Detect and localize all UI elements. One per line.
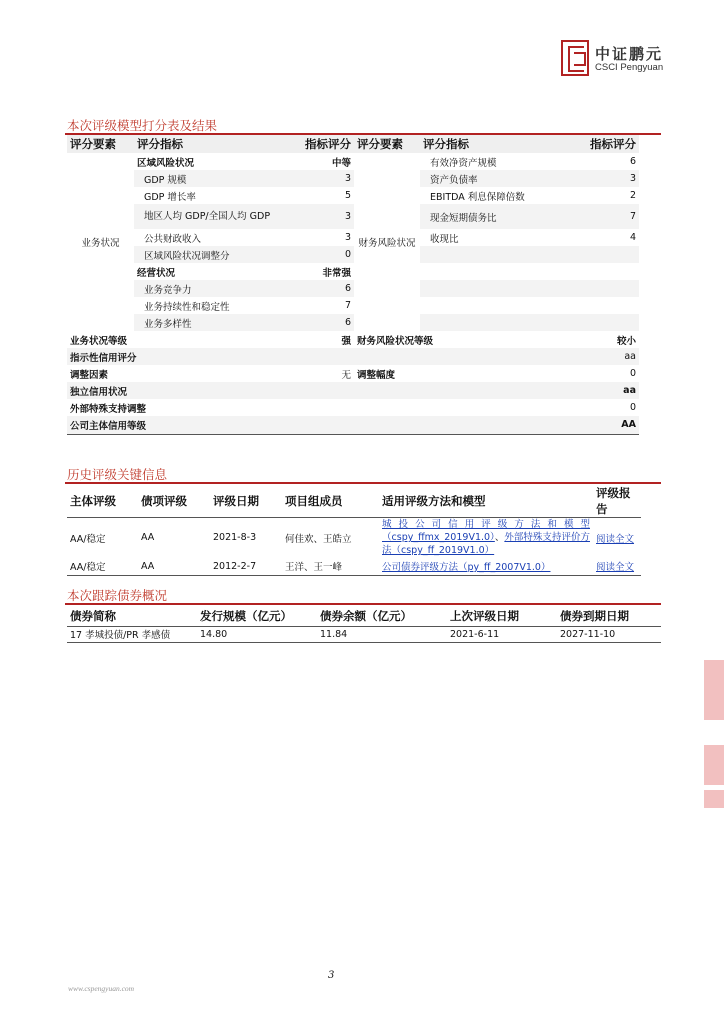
empty-cell bbox=[557, 246, 639, 263]
summary-value: aa bbox=[274, 382, 639, 399]
empty-cell bbox=[420, 246, 557, 263]
seal-stamp-mark bbox=[704, 660, 724, 720]
table-row bbox=[67, 382, 639, 399]
bond-rating: AA bbox=[141, 532, 155, 544]
table-row bbox=[67, 170, 639, 187]
summary-label: 调整因素 bbox=[70, 369, 109, 381]
logo-mark-icon bbox=[561, 40, 589, 76]
row-label: 业务持续性和稳定性 bbox=[144, 301, 230, 313]
method-link[interactable]: 外部特殊支持评价方法（cspy_ff_2019V1.0） bbox=[382, 532, 590, 557]
empty-cell bbox=[420, 263, 557, 280]
row-label: 区域风险状况 bbox=[137, 157, 195, 169]
row-score: 5 bbox=[344, 190, 351, 201]
summary-value: 无 bbox=[341, 369, 351, 381]
row-score: 3 bbox=[274, 204, 354, 229]
rating-date: 2012-2-7 bbox=[210, 558, 282, 576]
empty-cell bbox=[557, 280, 639, 297]
rating-date: 2021-8-3 bbox=[213, 532, 257, 544]
row-label: 经营状况 bbox=[137, 267, 176, 279]
row-label: 业务多样性 bbox=[134, 314, 274, 331]
table-row bbox=[67, 365, 639, 382]
maturity-date: 2027-11-10 bbox=[557, 626, 661, 642]
row-score: 6 bbox=[274, 280, 354, 297]
issuer-rating: AA/稳定 bbox=[67, 558, 138, 576]
bond-balance: 11.84 bbox=[317, 626, 447, 642]
report-cell bbox=[593, 518, 641, 558]
section1-title: 本次评级模型打分表及结果 bbox=[67, 118, 218, 133]
row-score: 中等 bbox=[331, 157, 351, 169]
empty-cell bbox=[557, 263, 639, 280]
methods-cell bbox=[379, 558, 593, 576]
seal-stamp-mark bbox=[704, 745, 724, 785]
logo-text-cn: 中证鹏元 bbox=[595, 45, 664, 63]
row-label: 地区人均 GDP/全国人均 GDP bbox=[134, 204, 274, 229]
empty-cell bbox=[557, 297, 639, 314]
col-header: 债项评级 bbox=[138, 485, 210, 518]
method-link[interactable]: 公司债券评级方法（py_ff_2007V1.0） bbox=[382, 562, 551, 574]
summary-label: 财务风险状况等级 bbox=[357, 335, 434, 347]
col-header: 债券余额（亿元） bbox=[317, 606, 447, 626]
row-score: 3 bbox=[274, 170, 354, 187]
company-logo bbox=[557, 40, 677, 80]
issue-size: 14.80 bbox=[197, 626, 317, 642]
team-members: 王洋、王一峰 bbox=[282, 558, 379, 576]
col-header: 评级日期 bbox=[210, 485, 282, 518]
bond-name: 17 孝城投债/PR 孝感债 bbox=[67, 626, 197, 642]
summary-value: AA bbox=[274, 416, 639, 434]
summary-label: 外部特殊支持调整 bbox=[70, 403, 147, 415]
table-row bbox=[67, 153, 639, 170]
table-header-row bbox=[67, 135, 639, 153]
tracked-bond-table bbox=[67, 606, 661, 643]
row-score: 3 bbox=[557, 170, 639, 187]
col-header: 指标评分 bbox=[557, 135, 639, 153]
summary-value: 强 bbox=[341, 335, 351, 347]
table-row bbox=[67, 518, 641, 558]
row-score: 3 bbox=[344, 232, 351, 243]
row-label: 资产负债率 bbox=[420, 170, 557, 187]
col-header: 评分指标 bbox=[134, 135, 274, 153]
read-full-link[interactable]: 阅读全文 bbox=[596, 533, 635, 545]
col-header: 主体评级 bbox=[67, 485, 138, 518]
row-score: 2 bbox=[629, 190, 636, 201]
table-row bbox=[67, 416, 639, 434]
summary-label: 独立信用状况 bbox=[67, 382, 274, 399]
row-score: 7 bbox=[344, 300, 351, 311]
rating-model-table bbox=[67, 135, 639, 435]
summary-value: aa bbox=[274, 348, 639, 365]
col-header: 发行规模（亿元） bbox=[197, 606, 317, 626]
row-score: 7 bbox=[557, 204, 639, 229]
logo-text-en: CSCI Pengyuan bbox=[595, 62, 664, 73]
row-label: 业务竞争力 bbox=[134, 280, 274, 297]
row-label: GDP 规模 bbox=[134, 170, 274, 187]
methods-cell bbox=[379, 518, 593, 558]
row-label: 区域风险状况调整分 bbox=[134, 246, 274, 263]
col-header: 评分指标 bbox=[420, 135, 557, 153]
row-label: GDP 增长率 bbox=[144, 191, 196, 203]
table-row bbox=[67, 187, 639, 204]
summary-label: 指示性信用评分 bbox=[67, 348, 274, 365]
col-header: 指标评分 bbox=[274, 135, 354, 153]
row-label: 收现比 bbox=[430, 233, 459, 245]
col-header: 上次评级日期 bbox=[447, 606, 557, 626]
summary-label: 公司主体信用等级 bbox=[67, 416, 274, 434]
row-score: 6 bbox=[629, 156, 636, 167]
section3-title: 本次跟踪债券概况 bbox=[67, 588, 168, 603]
table-row bbox=[67, 626, 661, 642]
table-row bbox=[67, 558, 641, 576]
col-header: 债券到期日期 bbox=[557, 606, 661, 626]
table-row bbox=[67, 399, 639, 416]
col-header: 评分要素 bbox=[67, 135, 134, 153]
row-label: 公共财政收入 bbox=[144, 233, 202, 245]
col-header: 适用评级方法和模型 bbox=[379, 485, 593, 518]
table-row bbox=[67, 331, 639, 348]
row-score: 非常强 bbox=[322, 267, 351, 279]
col-header: 评级报告 bbox=[593, 485, 641, 518]
bond-rating: AA bbox=[138, 558, 210, 576]
fin-label: 财务风险状况 bbox=[358, 238, 416, 249]
section3-divider bbox=[65, 603, 661, 605]
summary-value: 较小 bbox=[616, 335, 636, 347]
team-members: 何佳欢、王皓立 bbox=[285, 533, 352, 545]
table-row bbox=[67, 297, 639, 314]
row-score: 4 bbox=[629, 232, 636, 243]
table-row bbox=[67, 204, 639, 229]
rating-history-table bbox=[67, 485, 641, 576]
read-full-link[interactable]: 阅读全文 bbox=[596, 562, 635, 574]
empty-cell bbox=[420, 280, 557, 297]
summary-value: 0 bbox=[629, 368, 636, 379]
page-number: 3 bbox=[328, 970, 335, 981]
biz-label: 业务状况 bbox=[81, 238, 120, 249]
footer-url[interactable]: www.cspengyuan.com bbox=[68, 984, 135, 993]
row-label: EBITDA 利息保障倍数 bbox=[430, 191, 525, 203]
col-header: 债券简称 bbox=[67, 606, 197, 626]
row-label: 有效净资产规模 bbox=[430, 157, 497, 169]
section2-divider bbox=[65, 482, 661, 484]
summary-label: 业务状况等级 bbox=[70, 335, 128, 347]
row-label: 现金短期债务比 bbox=[420, 204, 557, 229]
empty-cell bbox=[557, 314, 639, 331]
col-header: 评分要素 bbox=[354, 135, 420, 153]
table-header-row bbox=[67, 485, 641, 518]
table-row bbox=[67, 314, 639, 331]
row-score: 6 bbox=[274, 314, 354, 331]
empty-cell bbox=[420, 297, 557, 314]
table-header-row bbox=[67, 606, 661, 626]
table-row bbox=[67, 246, 639, 263]
method-separator: 、 bbox=[494, 532, 505, 544]
summary-value: 0 bbox=[629, 402, 636, 413]
row-score: 0 bbox=[274, 246, 354, 263]
table-row bbox=[67, 348, 639, 365]
last-rating-date: 2021-6-11 bbox=[447, 626, 557, 642]
table-row bbox=[67, 263, 639, 280]
section2-title: 历史评级关键信息 bbox=[67, 467, 168, 482]
col-header: 项目组成员 bbox=[282, 485, 379, 518]
empty-cell bbox=[420, 314, 557, 331]
table-row bbox=[67, 280, 639, 297]
report-cell bbox=[593, 558, 641, 576]
seal-stamp-mark bbox=[704, 790, 724, 808]
issuer-rating: AA/稳定 bbox=[70, 533, 106, 545]
summary-label: 调整幅度 bbox=[357, 369, 396, 381]
table-row bbox=[67, 229, 639, 246]
method-link[interactable]: 城投公司信用评级方法和模型（cspy_ffmx_2019V1.0） bbox=[382, 519, 590, 544]
